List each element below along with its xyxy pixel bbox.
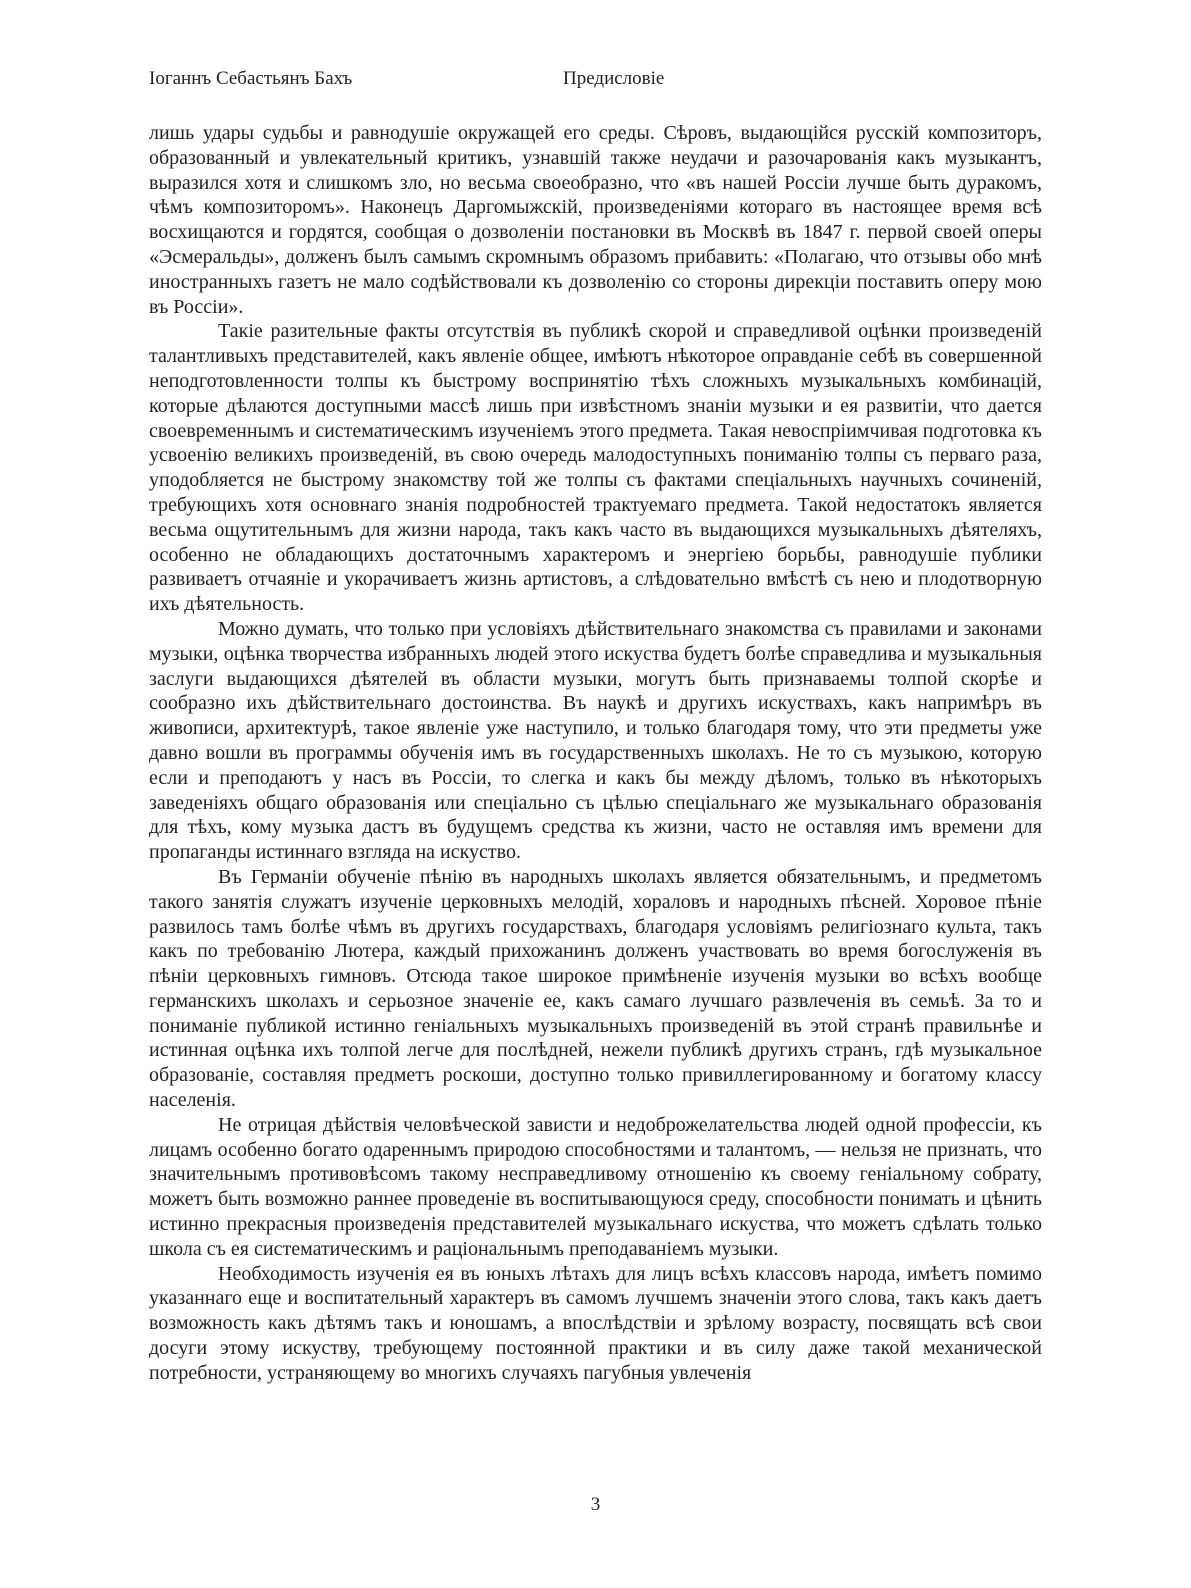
paragraph: Такіе разительные факты отсутствія въ публикѣ скорой и справедливой оцѣнки произведеній талантливыхъ представителей, какъ явленіе общее, имѣютъ нѣкоторое оправданіе себѣ въ совершенной неподготовленности толпы къ быстрому воспринятію тѣхъ сложныхъ музыкальныхъ комбинацій, которые дѣлаются доступными массѣ лишь при извѣстномъ знаніи музыки и ея развитіи, что дается своевременнымъ и систематическимъ изученіемъ этого предмета. Такая невоспріимчивая подготовка къ усвоенію великихъ произведеній, въ свою очередь малодоступныхъ пониманію толпы съ перваго раза, уподобляется не быстрому знакомству той же толпы съ фактами спеціальныхъ научныхъ сочиненій, требующихъ хотя основнаго знанія подробностей трактуемаго предмета. Такой недостатокъ является весьма ощутительнымъ для жизни народа, такъ какъ часто въ выдающихся музыкальныхъ дѣятеляхъ, особенно не обладающихъ достаточнымъ характеромъ и энергіею борьбы, равнодушіе публики развиваетъ отчаяніе и укорачиваетъ жизнь артистовъ, а слѣдовательно вмѣстѣ съ нею и плодотворную ихъ дѣятельность. [149,320,1042,616]
paragraph: Въ Германіи обученіе пѣнію въ народныхъ школахъ является обязательнымъ, и предметомъ такого занятія служатъ изученіе церковныхъ мелодій, хораловъ и народныхъ пѣсней. Хоровое пѣніе развилось тамъ болѣе чѣмъ въ другихъ государствахъ, благодаря условіямъ религіознаго культа, такъ какъ по требованію Лютера, каждый прихожанинъ долженъ участвовать во время богослуженія въ пѣніи церковныхъ гимновъ. Отсюда такое широкое примѣненіе изученія музыки во всѣхъ вообще германскихъ школахъ и серьозное значеніе ее, какъ самаго лучшаго развлеченія въ семьѣ. За то и пониманіе публикой истинно геніальныхъ музыкальныхъ произведеній въ этой странѣ правильнѣе и истинная оцѣнка ихъ толпой легче для послѣдней, нежели публикѣ другихъ странъ, гдѣ музыкальное образованіе, составляя предметъ роскоши, доступно только привиллегированному и богатому классу населенія. [149,865,1042,1112]
page-number: 3 [590,1494,601,1515]
paragraph: Можно думать, что только при условіяхъ дѣйствительнаго знакомства съ правилами и законами музыки, оцѣнка творчества избранныхъ людей этого искуства будетъ болѣе справедлива и музыкальныя заслуги выдающихся дѣятелей въ области музыки, могутъ быть признаваемы толпой скорѣе и сообразно ихъ дѣйствительнаго достоинства. Въ наукѣ и другихъ искуствахъ, какъ напримѣръ въ живописи, архитектурѣ, такое явленіе уже наступило, и только благодаря тому, что эти предметы уже давно вошли въ программы обученія имъ въ государственныхъ школахъ. Не то съ музыкою, которую если и преподаютъ у насъ въ Россіи, то слегка и какъ бы между дѣломъ, только въ нѣкоторыхъ заведеніяхъ общаго образованія или спеціально съ цѣлью спеціальнаго же музыкальнаго образованія для тѣхъ, кому музыка дастъ въ будущемъ средства къ жизни, часто не оставляя имъ времени для пропаганды истиннаго взгляда на искуство. [149,617,1042,864]
header-section-title: Предисловіе [563,68,665,89]
paragraph: лишь удары судьбы и равнодушіе окружащей его среды. Сѣровъ, выдающійся русскій композиторъ, образованный и увлекательный критикъ, узнавшій также неудачи и разочарованія какъ музыкантъ, выразился хотя и слишкомъ зло, но весьма своеобразно, что «въ нашей Россіи лучше быть дуракомъ, чѣмъ композиторомъ». Наконецъ Даргомыжскій, произведеніями котораго въ настоящее время всѣ восхищаются и гордятся, сообщая о дозволеніи постановки въ Москвѣ въ 1847 г. первой своей оперы «Эсмеральды», долженъ былъ самымъ скромнымъ образомъ прибавить: «Полагаю, что отзывы обо мнѣ иностранныхъ газетъ не мало содѣйствовали къ дозволенію со стороны дирекціи поставить оперу мою въ Россіи». [149,122,1042,318]
running-header [149,68,1042,94]
paragraph: Необходимость изученія ея въ юныхъ лѣтахъ для лицъ всѣхъ классовъ народа, имѣетъ помимо указаннаго еще и воспитательный характеръ въ самомъ лучшемъ значеніи этого слова, такъ какъ даетъ возможность какъ дѣтямъ такъ и юношамъ, а впослѣдствіи и зрѣлому возрасту, посвящать всѣ свои досуги этому искуству, требующему постоянной практики и въ силу даже такой механической потребности, устраняющему во многихъ случаяхъ пагубныя увлеченія [149,1262,1042,1384]
page-body [149,121,1042,1386]
header-author: Іоганнъ Себастьянъ Бахъ [149,68,353,89]
paragraph: Не отрицая дѣйствія человѣческой зависти и недоброжелательства людей одной профессіи, къ лицамъ особенно богато одареннымъ природою способностями и талантомъ, — нельзя не признать, что значительнымъ противовѣсомъ такому несправедливому отношенію къ своему геніальному собрату, можетъ быть возможно раннее проведеніе въ воспитывающуюся среду, способности понимать и цѣнить истинно прекрасныя произведенія представителей музыкальнаго искуства, что можетъ сдѣлать только школа съ ея систематическимъ и раціональнымъ преподаваніемъ музыки. [149,1113,1042,1260]
